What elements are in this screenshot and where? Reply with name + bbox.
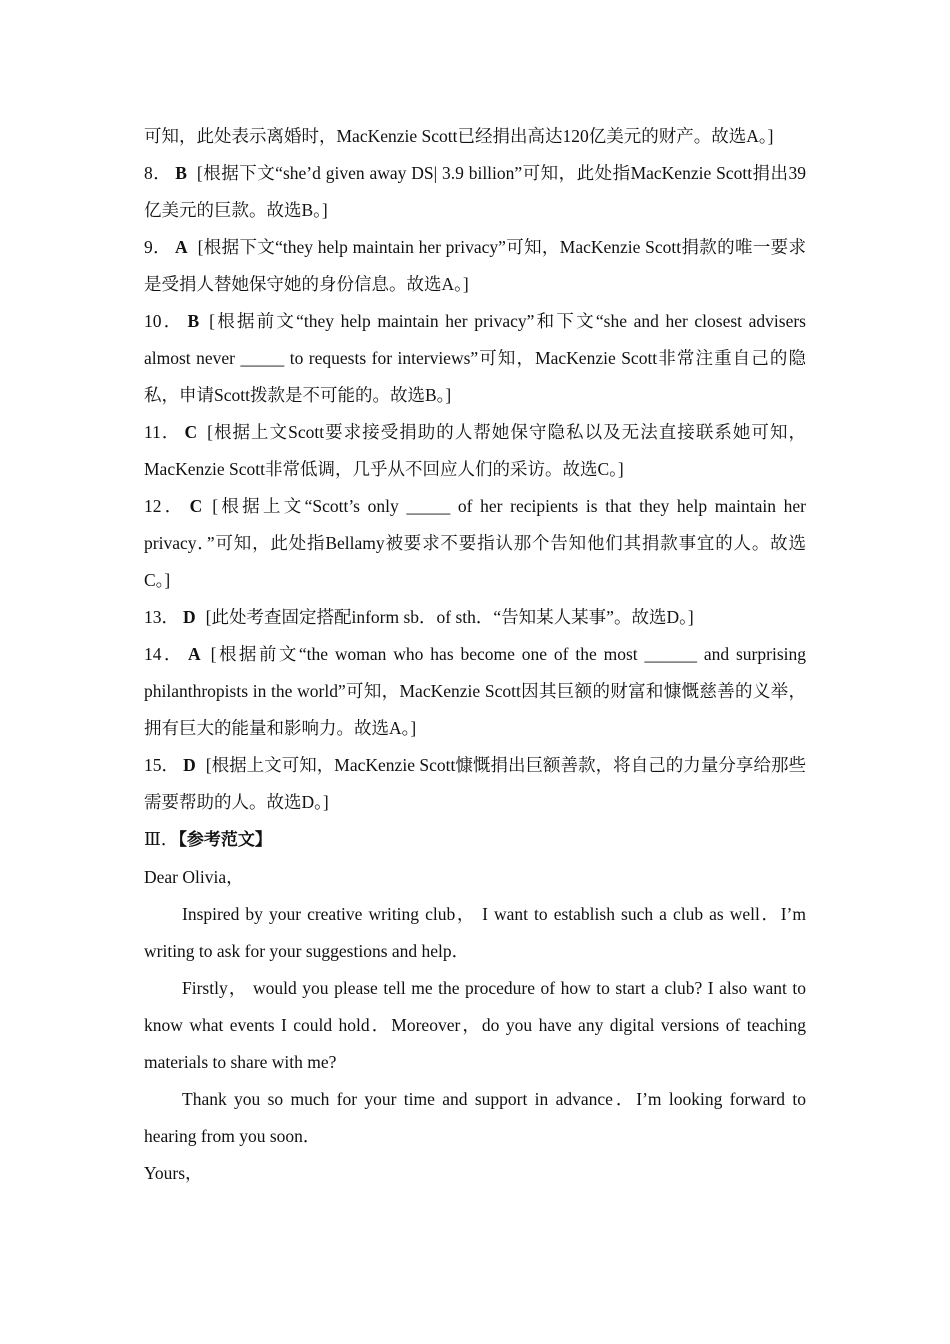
answer-explanation-11 <box>144 414 806 488</box>
answer-letter: D <box>183 607 196 627</box>
explanation-text: [根据前文“they help maintain her privacy”和下文“she and her closest advisers almost never _____ to requests for interviews”可知，MacKenzie Scott非常注重自己的隐私，申请Scott拨款是不可能的。故选B。] <box>144 311 806 405</box>
question-number: 11． <box>144 422 181 442</box>
answer-explanation-13 <box>144 599 806 636</box>
answer-letter: D <box>183 755 196 775</box>
explanation-text: [根据上文Scott要求接受捐助的人帮她保守隐私以及无法直接联系她可知，MacKenzie Scott非常低调，几乎从不回应人们的采访。故选C。] <box>144 422 806 479</box>
letter-greeting: Dear Olivia， <box>144 867 244 887</box>
answer-letter: C <box>189 496 203 516</box>
explanation-text: [此处考查固定搭配inform sb．of sth．“告知某人某事”。故选D。] <box>205 607 694 627</box>
section-numeral: Ⅲ． <box>144 829 179 849</box>
question-number: 9． <box>144 237 171 257</box>
answer-explanation-14 <box>144 636 806 747</box>
document-body <box>144 118 806 1192</box>
answer-explanation-10 <box>144 303 806 414</box>
answer-letter: C <box>184 422 198 442</box>
answer-letter: A <box>174 237 188 257</box>
explanation-text: [根据上文“Scott’s only _____ of her recipients is that they help maintain her privacy．”可知，此处指Bellamy被要求不要指认那个告知他们其捐款事宜的人。故选C。] <box>144 496 806 590</box>
answer-explanation-12 <box>144 488 806 599</box>
explanation-text: 可知，此处表示离婚时，MacKenzie Scott已经捐出高达120亿美元的财产。故选A。] <box>144 126 774 146</box>
letter-paragraph: Inspired by your creative writing club， I want to establish such a club as well．I’m writing to ask for your suggestions and help． <box>144 904 806 961</box>
letter-closing: Yours， <box>144 1163 203 1183</box>
answer-letter: B <box>175 163 187 183</box>
answer-explanation-7-continued <box>144 118 806 155</box>
letter-paragraph: Firstly， would you please tell me the procedure of how to start a club? I also want to know what events I could hold．Moreover，do you have any digital versions of teaching materials to share with me? <box>144 978 806 1072</box>
explanation-text: [根据上文可知，MacKenzie Scott慷慨捐出巨额善款，将自己的力量分享给那些需要帮助的人。故选D。] <box>144 755 807 812</box>
explanation-text: [根据前文“the woman who has become one of the most ______ and surprising philanthropists in the world”可知，MacKenzie Scott因其巨额的财富和慷慨慈善的义举，拥有巨大的能量和影响力。故选A。] <box>144 644 806 738</box>
question-number: 15． <box>144 755 180 775</box>
answer-letter: A <box>187 644 201 664</box>
question-number: 8． <box>144 163 172 183</box>
explanation-text: [根据下文“they help maintain her privacy”可知，MacKenzie Scott捐款的唯一要求是受捐人替她保守她的身份信息。故选A。] <box>144 237 807 294</box>
answer-explanation-9 <box>144 229 806 303</box>
answer-explanation-8 <box>144 155 806 229</box>
letter-paragraph: Thank you so much for your time and support in advance．I’m looking forward to hearing from you soon． <box>144 1089 806 1146</box>
question-number: 13． <box>144 607 179 627</box>
question-number: 10． <box>144 311 184 331</box>
section-heading <box>144 821 806 859</box>
question-number: 12． <box>144 496 186 516</box>
answer-explanation-15 <box>144 747 806 821</box>
answer-letter: B <box>187 311 200 331</box>
question-number: 14． <box>144 644 184 664</box>
explanation-text: [根据下文“she’d given away DS| 3.9 billion”可知，此处指MacKenzie Scott捐出39亿美元的巨款。故选B。] <box>144 163 807 220</box>
section-title: 【参考范文】 <box>178 830 272 850</box>
